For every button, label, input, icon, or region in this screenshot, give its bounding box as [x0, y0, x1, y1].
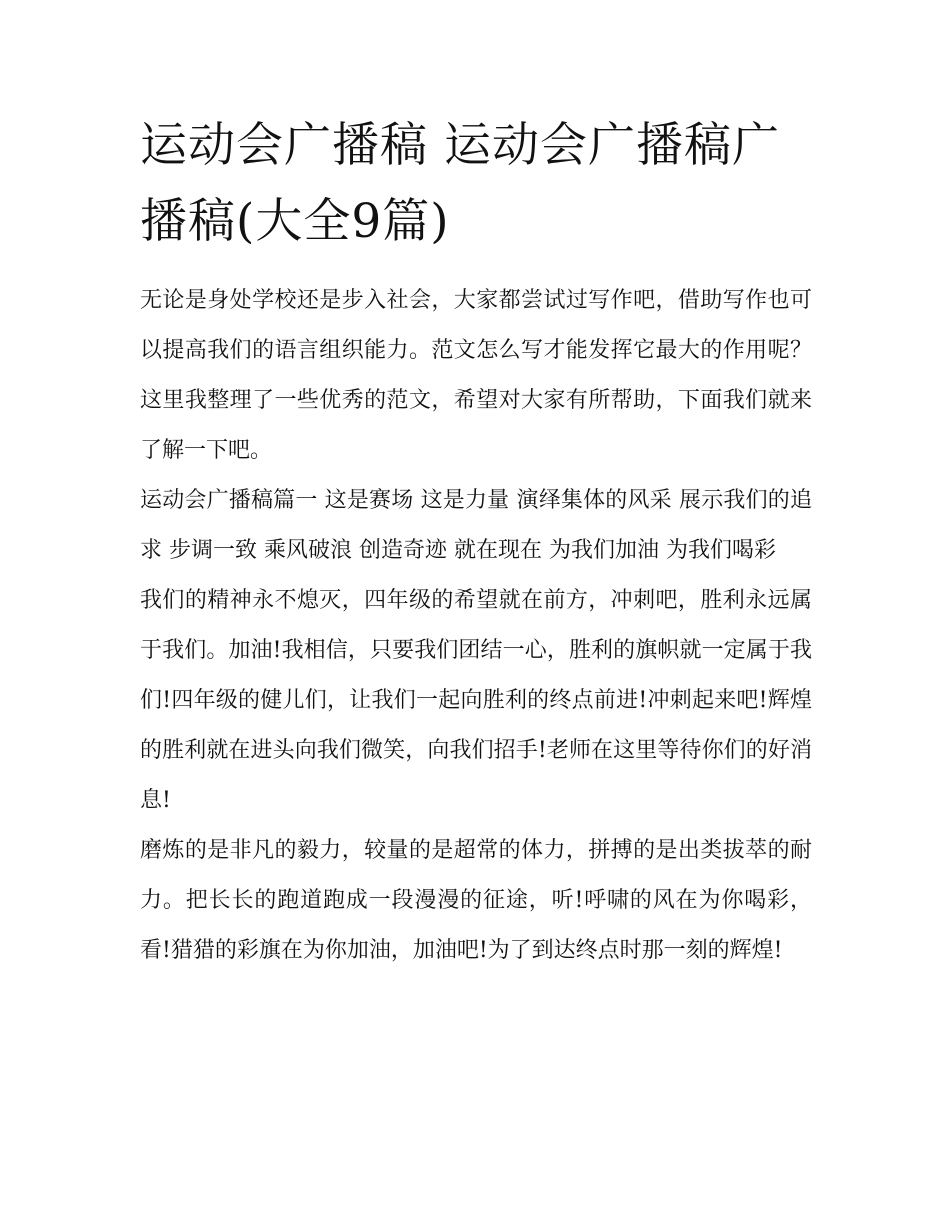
- paragraph-intro: 无论是身处学校还是步入社会，大家都尝试过写作吧，借助写作也可以提高我们的语言组织能力。范文怎么写才能发挥它最大的作用呢？这里我整理了一些优秀的范文，希望对大家有所帮助，下面我们就来了解一下吧。: [140, 288, 812, 463]
- paragraph-endurance: 磨炼的是非凡的毅力，较量的是超常的体力，拼搏的是出类拔萃的耐力。把长长的跑道跑成一段漫漫的征途，听!呼啸的风在为你喝彩，看!猎猎的彩旗在为你加油，加油吧!为了到达终点时那一刻的辉煌!: [140, 838, 812, 963]
- document-title: 运动会广播稿 运动会广播稿广播稿(大全9篇): [140, 118, 780, 249]
- paragraph-encouragement: 我们的精神永不熄灭，四年级的希望就在前方，冲刺吧，胜利永远属于我们。加油!我相信，只要我们团结一心，胜利的旗帜就一定属于我们!四年级的健儿们，让我们一起向胜利的终点前进!冲刺起来吧!辉煌的胜利就在进头向我们微笑，向我们招手!老师在这里等待你们的好消息!: [140, 588, 812, 813]
- paragraph-chant: 运动会广播稿篇一 这是赛场 这是力量 演绎集体的风采 展示我们的追求 步调一致 乘风破浪 创造奇迹 就在现在 为我们加油 为我们喝彩: [140, 488, 812, 563]
- document-page: [140, 108, 812, 976]
- document-body: [140, 276, 812, 976]
